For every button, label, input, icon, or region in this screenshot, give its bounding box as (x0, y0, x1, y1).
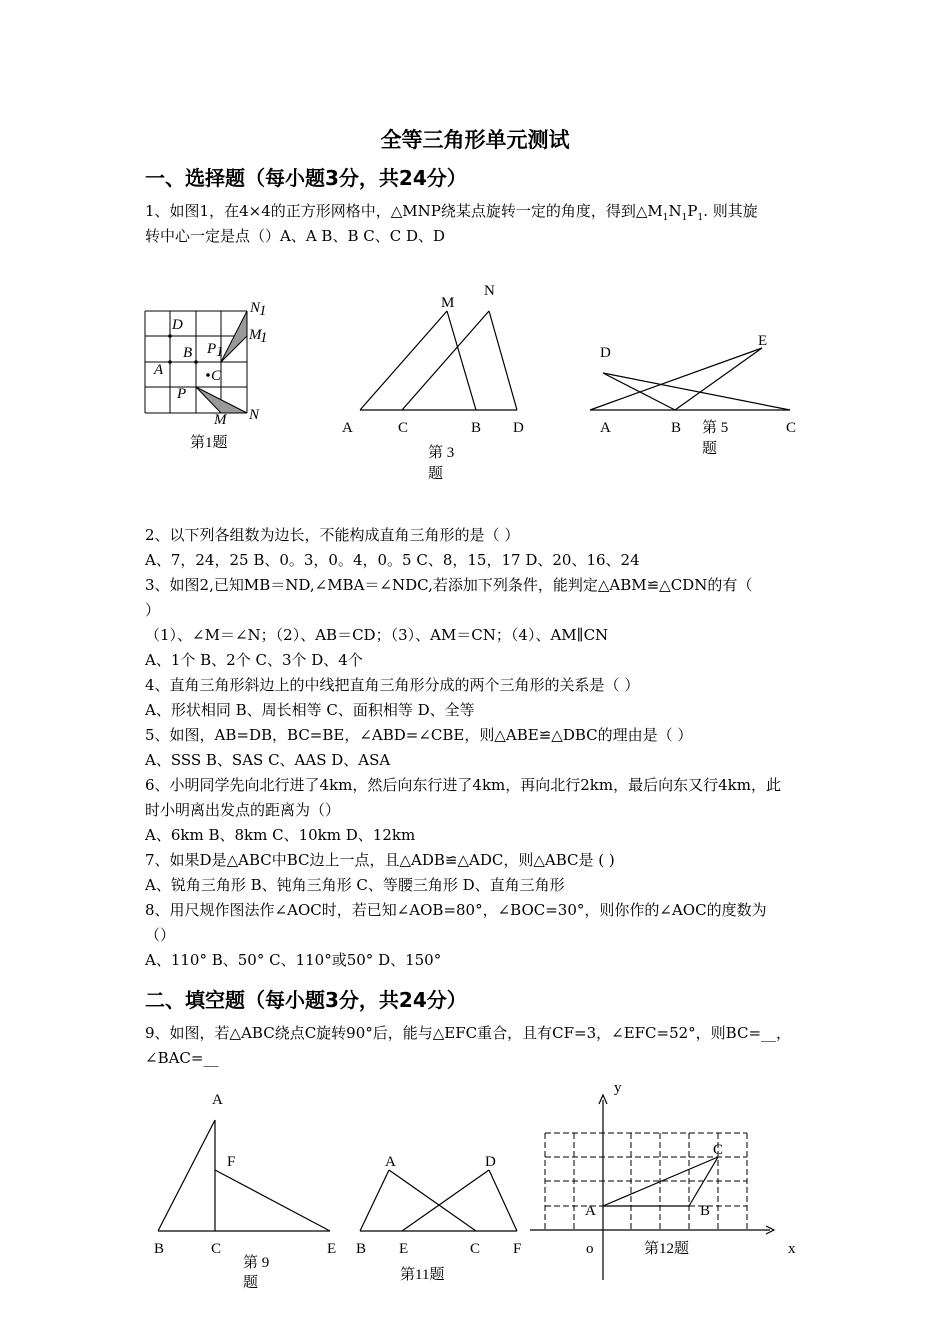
fig11-label-a: A (385, 1154, 396, 1170)
fig11-label-f: F (513, 1241, 522, 1257)
question-1-line-1: 1、如图1，在4×4的正方形网格中，△MNP绕某点旋转一定的角度，得到$\triangle M_1N_1P_1$. 则其旋 (145, 202, 758, 223)
label-m1-sub: 1 (260, 330, 268, 346)
question-line: 5、如图，AB=DB，BC=BE，∠ABD=∠CBE，则△ABE≌△DBC的理由是（ ） (145, 726, 693, 744)
fig9-label-c: C (211, 1241, 222, 1257)
label-m: M (214, 412, 227, 428)
question-line: 7、如果D是△ABC中BC边上一点，且△ADB≌△ADC，则△ABC是 ( ) (145, 851, 615, 869)
fig5-label-d: D (600, 345, 611, 361)
question-line: 4、直角三角形斜边上的中线把直角三角形分成的两个三角形的关系是（ ） (145, 676, 640, 694)
fig9-label-b: B (154, 1241, 165, 1257)
figure-5-caption-b: 题 (702, 441, 718, 457)
fig12-label-c: C (713, 1142, 724, 1158)
question-line: A、1个 B、2个 C、3个 D、4个 (145, 651, 363, 669)
question-line: 6、小明同学先向北行进了4km，然后向东行进了4km，再向北行2km，最后向东又行4km，此 (145, 776, 781, 794)
question-9-line-1: 9、如图，若△ABC绕点C旋转90°后，能与△EFC重合，且有CF=3，∠EFC=52°，则BC=__， (145, 1024, 792, 1042)
figure-12-caption: 第12题 (644, 1241, 690, 1257)
fig3-label-m: M (441, 295, 455, 311)
question-line: A、110° B、50° C、110°或50° D、150° (145, 951, 442, 969)
label-p1-sub: 1 (216, 344, 224, 360)
fig11-label-c: C (470, 1241, 481, 1257)
label-n: N (249, 407, 260, 423)
figure-11-lines (360, 1170, 517, 1231)
fig9-label-a: A (212, 1092, 223, 1108)
question-line: A、SSS B、SAS C、AAS D、ASA (145, 751, 391, 769)
fig11-label-d: D (485, 1154, 496, 1170)
fig3-label-c: C (398, 420, 409, 436)
figure-9-lines (158, 1120, 330, 1231)
label-d: D (172, 317, 183, 333)
question-line: 8、用尺规作图法作∠AOC时，若已知∠AOB=80°，∠BOC=30°，则你作的∠AOC的度数为 (145, 901, 767, 919)
question-1-line-2: 转中心一定是点（）A、A B、B C、C D、D (145, 227, 446, 245)
figure-3-caption-b: 题 (428, 466, 444, 482)
label-c: C (211, 368, 222, 384)
fig3-label-a: A (342, 420, 353, 436)
label-p: P (177, 386, 187, 402)
question-line: ） (145, 601, 161, 619)
fig3-label-n: N (484, 283, 495, 299)
question-line: A、形状相同 B、周长相等 C、面积相等 D、全等 (145, 701, 475, 719)
fig12-label-o: o (586, 1241, 594, 1257)
section-heading-choice: 一、选择题（每小题3分，共24分） (145, 166, 467, 190)
fig5-label-b: B (671, 420, 682, 436)
question-line: （1）、∠M＝∠N；（2）、AB＝CD；（3）、AM＝CN；（4）、AM∥CN (145, 626, 609, 644)
question-9-line-2: ∠BAC=__ (145, 1049, 219, 1067)
fig9-label-e: E (327, 1241, 337, 1257)
page-title: 全等三角形单元测试 (380, 128, 570, 152)
figure-9-caption-a: 第 9 (243, 1255, 270, 1271)
fig5-label-c: C (786, 420, 797, 436)
fig12-label-b: B (700, 1203, 711, 1219)
question-line: 3、如图2,已知MB＝ND,∠MBA＝∠NDC,若添加下列条件，能判定△ABM≌△CDN的有（ (145, 576, 753, 594)
question-line: A、7，24，25 B、0。3，0。4，0。5 C、8，15，17 D、20、16、24 (145, 551, 640, 569)
question-line: A、锐角三角形 B、钝角三角形 C、等腰三角形 D、直角三角形 (145, 876, 565, 894)
fig11-label-e: E (399, 1241, 409, 1257)
fig3-label-d: D (513, 420, 524, 436)
fig11-label-b: B (356, 1241, 367, 1257)
figure-1-caption: 第1题 (190, 435, 228, 451)
fig5-label-e: E (758, 333, 768, 349)
section-heading-fill: 二、填空题（每小题3分，共24分） (145, 988, 467, 1012)
label-a: A (154, 362, 164, 378)
fig3-label-b: B (471, 420, 482, 436)
question-line: （） (145, 926, 176, 944)
fig5-label-a: A (600, 420, 611, 436)
figure-11-caption: 第11题 (400, 1267, 445, 1283)
label-n1: N (250, 300, 261, 316)
label-b: B (183, 345, 193, 361)
figure-3-caption-a: 第 3 (428, 445, 455, 461)
fig12-label-y: y (614, 1080, 622, 1096)
label-n1-sub: 1 (259, 303, 267, 319)
figure-9-caption-b: 题 (243, 1275, 259, 1291)
question-line: 时小明离出发点的距离为（） (145, 801, 341, 819)
fig12-label-a: A (585, 1203, 596, 1219)
label-p1: P (207, 341, 217, 357)
question-line: 2、以下列各组数为边长，不能构成直角三角形的是（ ） (145, 526, 520, 544)
figure-5-caption-a: 第 5 (702, 420, 729, 436)
label-m1: M (249, 327, 262, 343)
question-line: A、6km B、8km C、10km D、12km (145, 826, 416, 844)
fig9-label-f: F (227, 1154, 236, 1170)
fig12-label-x: x (788, 1241, 796, 1257)
